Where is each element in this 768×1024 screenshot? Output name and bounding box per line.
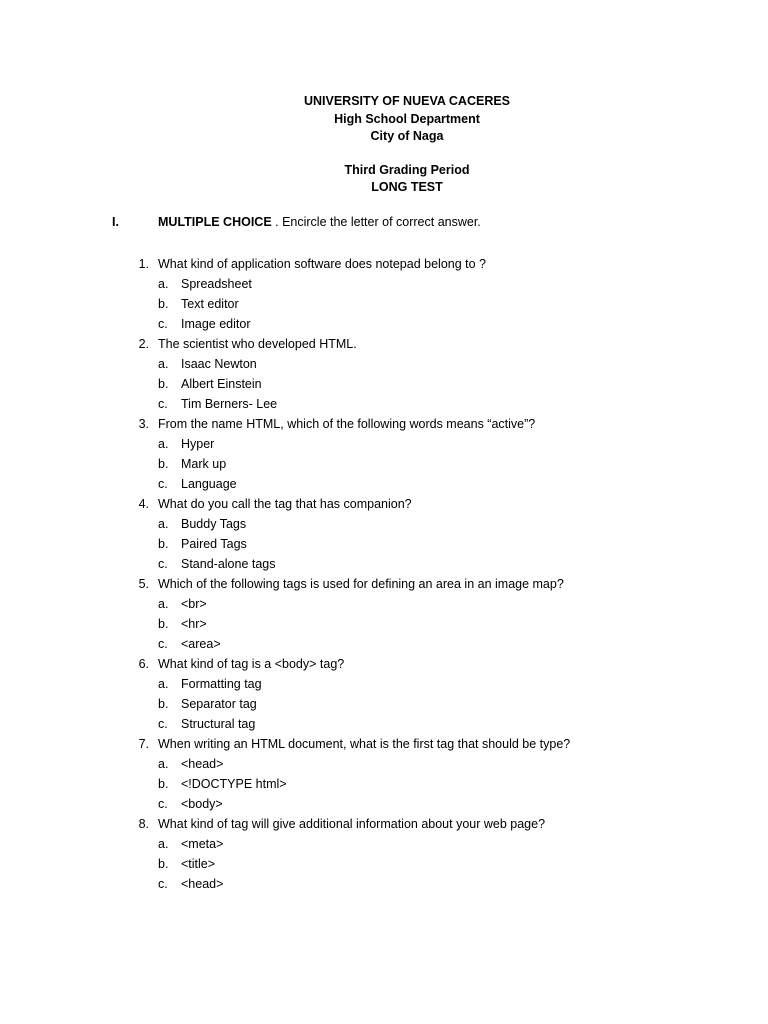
choice-text: Buddy Tags xyxy=(181,517,247,531)
choice-text: <meta> xyxy=(181,837,224,851)
question-text: From the name HTML, which of the following words means “active”? xyxy=(158,417,536,431)
department-name: High School Department xyxy=(334,111,480,126)
question-text: When writing an HTML document, what is the first tag that should be type? xyxy=(158,737,571,751)
choice-text: <br> xyxy=(181,597,207,611)
choice-text: Hyper xyxy=(181,437,215,451)
question-text: Which of the following tags is used for defining an area in an image map? xyxy=(158,577,564,591)
choice-text: Structural tag xyxy=(181,717,256,731)
question-number: 1. xyxy=(138,257,149,271)
choice-item xyxy=(0,694,768,714)
choice-text: Stand-alone tags xyxy=(181,557,276,571)
question-text: The scientist who developed HTML. xyxy=(158,337,357,351)
choice-letter: a. xyxy=(158,757,169,771)
choice-item xyxy=(0,314,768,334)
question-text: What kind of application software does notepad belong to ? xyxy=(158,257,486,271)
question-item xyxy=(0,734,768,754)
choice-item xyxy=(0,634,768,654)
choice-text: <head> xyxy=(181,877,224,891)
choice-item xyxy=(0,294,768,314)
choice-item xyxy=(0,554,768,574)
choice-letter: a. xyxy=(158,837,169,851)
grading-period: Third Grading Period xyxy=(344,162,470,177)
choice-item xyxy=(0,534,768,554)
question-item xyxy=(0,334,768,354)
question-number: 4. xyxy=(138,497,149,511)
choice-letter: b. xyxy=(158,457,169,471)
choice-letter: c. xyxy=(158,877,168,891)
choice-item xyxy=(0,794,768,814)
question-item xyxy=(0,814,768,834)
choice-item xyxy=(0,854,768,874)
choice-letter: c. xyxy=(158,477,168,491)
choice-item xyxy=(0,454,768,474)
choice-letter: c. xyxy=(158,637,168,651)
choice-item xyxy=(0,754,768,774)
question-number: 2. xyxy=(138,337,149,351)
question-item xyxy=(0,574,768,594)
choice-text: <!DOCTYPE html> xyxy=(181,777,287,791)
choice-letter: c. xyxy=(158,397,168,411)
choice-text: Tim Berners- Lee xyxy=(181,397,278,411)
choice-text: Paired Tags xyxy=(181,537,247,551)
question-item xyxy=(0,254,768,274)
city-name: City of Naga xyxy=(370,129,444,143)
choice-text: Formatting tag xyxy=(181,677,262,691)
choice-item xyxy=(0,474,768,494)
question-item xyxy=(0,494,768,514)
question-number: 7. xyxy=(138,737,149,751)
choice-item xyxy=(0,274,768,294)
question-item xyxy=(0,654,768,674)
choice-item xyxy=(0,594,768,614)
choice-letter: a. xyxy=(158,277,169,291)
choice-letter: c. xyxy=(158,317,168,331)
header-spacer xyxy=(0,146,768,162)
choice-item xyxy=(0,714,768,734)
test-title: LONG TEST xyxy=(371,180,443,194)
choice-text: Mark up xyxy=(181,457,227,471)
choice-letter: a. xyxy=(158,597,169,611)
choice-item xyxy=(0,374,768,394)
document-header xyxy=(0,93,768,197)
choice-text: Text editor xyxy=(181,297,239,311)
choice-letter: c. xyxy=(158,557,168,571)
question-number: 8. xyxy=(138,817,149,831)
question-item xyxy=(0,414,768,434)
choice-letter: b. xyxy=(158,697,169,711)
choice-letter: a. xyxy=(158,517,169,531)
choice-text: Image editor xyxy=(181,317,251,331)
choice-text: <head> xyxy=(181,757,224,771)
choice-text: Isaac Newton xyxy=(181,357,257,371)
choice-text: Separator tag xyxy=(181,697,257,711)
choice-item xyxy=(0,614,768,634)
choice-letter: b. xyxy=(158,537,169,551)
choice-letter: b. xyxy=(158,617,169,631)
section-number: I. xyxy=(112,215,119,229)
choice-item xyxy=(0,434,768,454)
choice-text: <title> xyxy=(181,857,216,871)
choice-text: <body> xyxy=(181,797,223,811)
choice-letter: a. xyxy=(158,677,169,691)
question-text: What kind of tag will give additional information about your web page? xyxy=(158,817,546,831)
section-instruction: . Encircle the letter of correct answer. xyxy=(271,215,481,229)
question-text: What do you call the tag that has companion? xyxy=(158,497,412,511)
choice-text: Spreadsheet xyxy=(181,277,252,291)
choice-letter: c. xyxy=(158,717,168,731)
section-heading xyxy=(112,215,481,229)
choice-item xyxy=(0,834,768,854)
choice-letter: a. xyxy=(158,437,169,451)
choice-letter: b. xyxy=(158,857,169,871)
choice-item xyxy=(0,774,768,794)
choice-item xyxy=(0,674,768,694)
choice-letter: c. xyxy=(158,797,168,811)
choice-letter: a. xyxy=(158,357,169,371)
choice-item xyxy=(0,354,768,374)
school-name: UNIVERSITY OF NUEVA CACERES xyxy=(303,94,511,108)
choice-text: Albert Einstein xyxy=(181,377,262,391)
question-text: What kind of tag is a <body> tag? xyxy=(158,657,345,671)
question-number: 5. xyxy=(138,577,149,591)
choice-text: <area> xyxy=(181,637,221,651)
choice-item xyxy=(0,874,768,894)
question-list xyxy=(0,254,768,894)
question-number: 3. xyxy=(138,417,149,431)
choice-item xyxy=(0,394,768,414)
choice-text: Language xyxy=(181,477,237,491)
choice-letter: b. xyxy=(158,297,169,311)
question-number: 6. xyxy=(138,657,149,671)
choice-letter: b. xyxy=(158,377,169,391)
choice-item xyxy=(0,514,768,534)
section-title: MULTIPLE CHOICE xyxy=(158,215,272,229)
choice-letter: b. xyxy=(158,777,169,791)
choice-text: <hr> xyxy=(181,617,207,631)
